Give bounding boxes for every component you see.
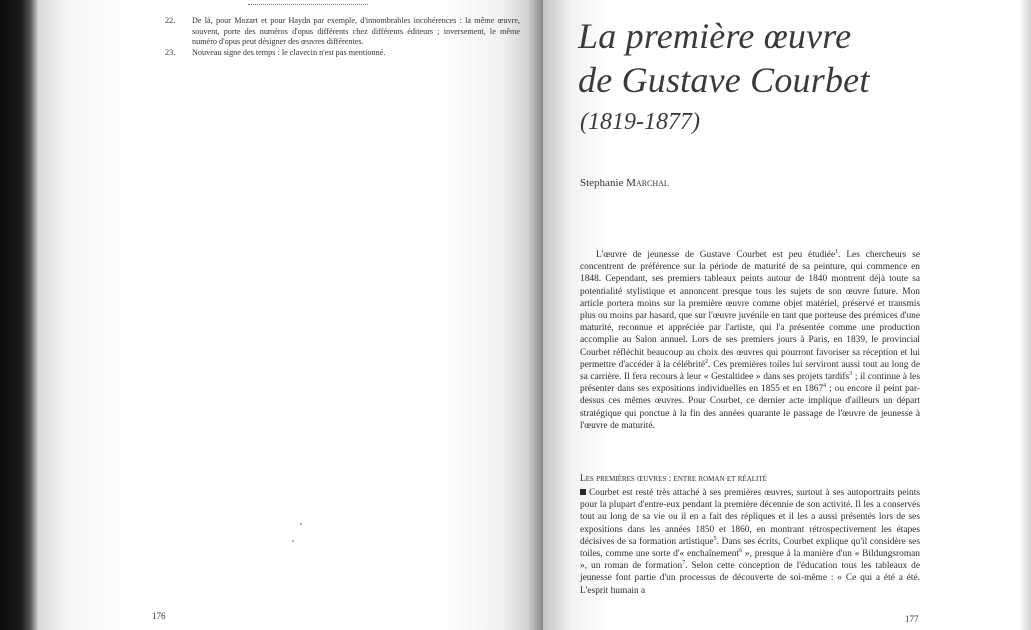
paper-speck bbox=[292, 540, 294, 542]
text-run: . Les chercheurs se concentrent de préférence sur la période de maturité de sa peinture, qui commence en 1848. Cependant, ses premiers tableaux peints autour de 1840 montrent déjà toute sa potentialité stylistique et annoncent presque tous les sujets de son œuvre future. Mon article portera moins sur la première œuvre comme objet matériel, préservé et transmis plus ou moins par hasard, que sur l'œuvre juvénile en tant que porteuse des prémices d'une maturité, reconnue et appréciée par l'artiste, qui l'a présentée comme une production accomplie au Salon annuel. Lors de ses premiers jours à Paris, en 1839, le provincial Courbet réfléchit beaucoup au choix des œuvres qui pourront favoriser sa réception et lui permettre d'accéder à la célébrité bbox=[580, 250, 920, 370]
page-number-left: 176 bbox=[152, 611, 166, 621]
footnote-ref: 5 bbox=[713, 535, 717, 542]
footnote-ref: 3 bbox=[849, 370, 853, 377]
left-page bbox=[38, 0, 543, 630]
page-edge-right bbox=[1021, 0, 1031, 630]
footnote-23 bbox=[165, 48, 520, 59]
intro-paragraph bbox=[580, 249, 920, 432]
author-name bbox=[580, 177, 669, 189]
text-run: ; il continue à les présenter dans ses expositions individuelles en 1855 et en 1867 bbox=[580, 372, 920, 395]
footnote-ref: 7 bbox=[682, 560, 686, 567]
cropped-running-head bbox=[248, 0, 368, 5]
text-run: ; ou encore il peint par-dessus ces mêmes œuvres. Pour Courbet, ce dernier acte implique d'ailleurs un départ stratégique qui ponctue à la fin des années quarante le passage de l'œuvre de jeunesse à l'œuvre de maturité. bbox=[580, 384, 920, 431]
section-heading: Les premières œuvres : entre roman et réalité bbox=[580, 474, 767, 484]
footnote-ref: 1 bbox=[835, 248, 839, 255]
footnote-text: Nouveau signe des temps : le clavecin n'est pas mentionné. bbox=[192, 47, 386, 57]
text-run: Courbet est resté très attaché à ses premières œuvres, surtout à ses autoportraits peints pour la plupart d'entre-eux pendant la première décennie de son activité. Il les a conservés tout au long de sa vie ou il en a fait des répliques et il les a aussi présentés lors de ses expositions dans les années 1850 et 1860, en montrant rétrospectivement les étapes décisives de sa formation artistique bbox=[580, 488, 920, 547]
section-paragraph bbox=[580, 487, 920, 597]
article-title bbox=[578, 14, 1008, 102]
author-last-name: Marchal bbox=[626, 177, 669, 189]
author-first-name: Stephanie bbox=[580, 177, 624, 189]
footnote-text: De là, pour Mozart et pour Haydn par exemple, d'innombrables incohérences : la même œuvre, souvent, porte des numéros d'opus différents chez différents éditeurs ; inversement, le même numéro d'opus peut désigner des œuvres différentes. bbox=[192, 16, 520, 47]
title-line-1: La première œuvre bbox=[578, 16, 852, 56]
footnote-ref: 2 bbox=[705, 358, 709, 365]
footnote-number: 22. bbox=[165, 16, 176, 25]
article-dates: (1819-1877) bbox=[580, 109, 700, 135]
text-run: . Selon cette conception de l'éducation tous les tableaux de jeunesse font partie d'un processus de découverte de soi-même : « Ce qui a été a été. L'esprit humain a bbox=[580, 561, 920, 596]
paper-speck bbox=[300, 523, 302, 525]
page-number-right: 177 bbox=[905, 614, 919, 624]
text-run: », presque à la manière d'un « Bildungsroman », un roman de formation bbox=[580, 549, 920, 572]
title-line-2: de Gustave Courbet bbox=[578, 60, 870, 100]
footnote-22 bbox=[165, 16, 520, 48]
text-run: . Ces premières toiles lui serviront aussi tout au long de sa carrière. Il fera recours à leur « Gestaltidee » dans ses projets tardifs bbox=[580, 359, 920, 383]
footnote-ref: 4 bbox=[823, 383, 827, 390]
text-run: . Dans ses écrits, Courbet explique qu'il considère ses toiles, comme une sorte d'« enchaînement bbox=[580, 536, 920, 560]
binding-shadow-left bbox=[0, 0, 38, 630]
footnote-number: 23. bbox=[165, 47, 176, 57]
footnotes bbox=[165, 16, 520, 58]
footnote-ref: 6 bbox=[739, 547, 743, 554]
square-bullet-icon bbox=[580, 489, 586, 495]
text-run: L'œuvre de jeunesse de Gustave Courbet est peu étudiée bbox=[596, 250, 836, 260]
